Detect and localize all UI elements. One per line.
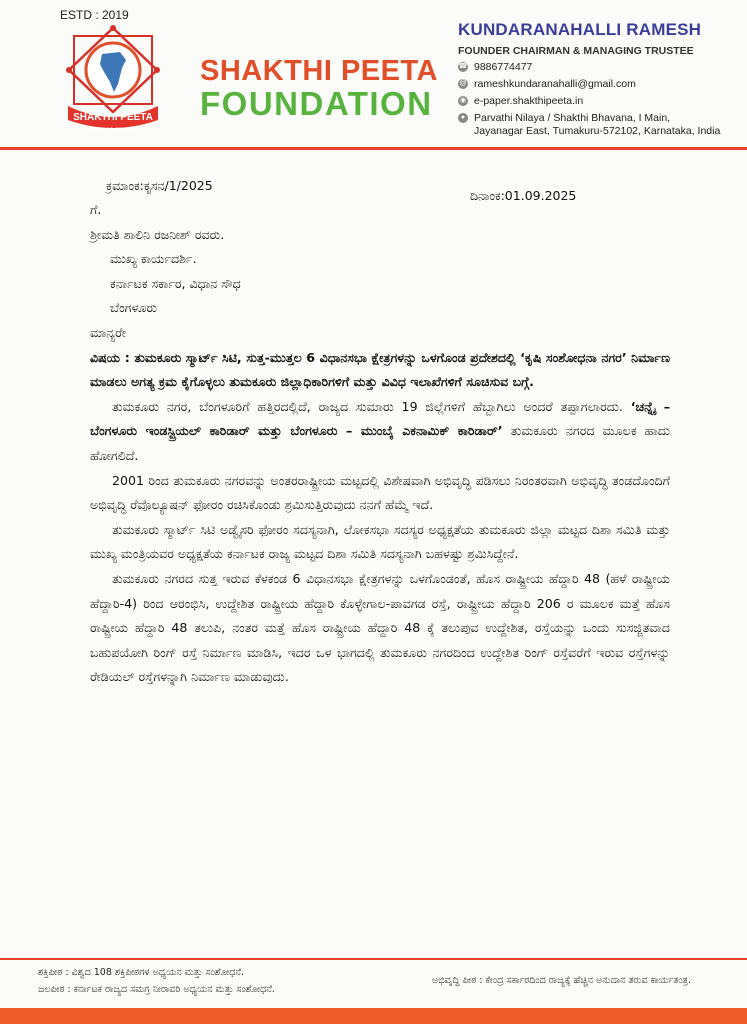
recipient-designation: ಮುಖ್ಯ ಕಾರ್ಯದರ್ಶಿ. <box>110 251 197 267</box>
footer-shakthipeeta: ಶಕ್ತಿಪೀಠ : ವಿಶ್ವದ 108 ಶಕ್ತಿಪೀಠಗಳ ಅಧ್ಯಯನ ಮತ್ತು ಸಂಶೋಧನೆ. <box>38 967 245 978</box>
logo-text: SHAKTHI PEETA <box>73 112 153 123</box>
footer <box>0 964 747 1004</box>
header-divider <box>0 147 747 150</box>
paragraph-1-corridors: ‘ಚನ್ನೈ – ಬೆಂಗಳೂರು ಇಂಡಸ್ಟ್ರಿಯಲ್ ಕಾರಿಡಾರ್ ಮತ್ತು ಬೆಂಗಳೂರು – ಮುಂಬೈ ಎಕನಾಮಿಕ್ ಕಾರಿಡಾರ್’ <box>90 398 670 439</box>
paragraph-1-text-c: ತುಮಕೂರು ನಗರದ ಮೂಲಕ ಹಾದು ಹೋಗಲಿದೆ. <box>90 423 670 463</box>
email-icon: @ <box>459 80 467 87</box>
logo-sub: Estd : 16.08.2019 <box>89 128 137 134</box>
salutation: ಮಾನ್ಯರೇ <box>90 324 126 340</box>
letter-body <box>90 198 670 690</box>
contact-phone: 9886774477 <box>474 61 533 73</box>
recipient-office: ಕರ್ನಾಟಕ ಸರ್ಕಾರ, ವಿಧಾನ ಸೌಧ <box>110 275 241 291</box>
letter-subject: ವಿಷಯ : ತುಮಕೂರು ಸ್ಮಾರ್ಟ್ ಸಿಟಿ, ಸುತ್ತ-ಮುತ್ತಲ 6 ವಿಧಾನಸಭಾ ಕ್ಷೇತ್ರಗಳನ್ನು ಒಳಗೊಂಡ ಪ್ರದೇಶದಲ್ಲಿ ‘ಕೃಷಿ ಸಂಶೋಧನಾ ನಗರ’ ನಿರ್ಮಾಣ ಮಾಡಲು ಅಗತ್ಯ ಕ್ರಮ ಕೈಗೊಳ್ಳಲು ತುಮಕೂರು ಜಿಲ್ಲಾಧಿಕಾರಿಗಳಿಗೆ ಮತ್ತು ವಿವಿಧ ಇಲಾಖೆಗಳಿಗೆ ಸೂಚಿಸುವ ಬಗ್ಗೆ. <box>90 349 670 390</box>
paragraph-2: 2001 ರಿಂದ ತುಮಕೂರು ನಗರವನ್ನು ಅಂತರರಾಷ್ಟ್ರೀಯ ಮಟ್ಟದಲ್ಲಿ ವಿಶೇಷವಾಗಿ ಅಭಿವೃದ್ಧಿ ಪಡಿಸಲು ನಿರಂತರವಾಗಿ ಅಭಿವೃದ್ಧಿ ತಂಡದೊಂದಿಗೆ ಅಭಿವೃದ್ಧಿ ರೆವೊಲ್ಯೂಷನ್ ಫೋರಂ ರಚಿಸಿಕೊಂಡು ಶ್ರಮಿಸುತ್ತಿರುವುದು ನನಗೆ ಹೆಮ್ಮೆ ಇದೆ. <box>90 472 670 513</box>
location-icon: ● <box>458 113 468 123</box>
contact-web: e-paper.shakthipeeta.in <box>474 95 584 107</box>
contact-email: rameshkundaranahalli@gmail.com <box>474 78 636 90</box>
logo-emblem-icon <box>62 24 164 136</box>
letter-to: ಗೆ. <box>90 202 102 217</box>
contact-block <box>458 20 738 138</box>
address-line1: Parvathi Nilaya / Shakthi Bhavana, I Main, <box>474 112 671 124</box>
foundation-name-line1: SHAKTHI PEETA <box>200 55 438 87</box>
letter-date: ದಿನಾಂಕ:01.09.2025 <box>470 188 577 203</box>
paragraph-4: ತುಮಕೂರು ನಗರದ ಸುತ್ತ ಇರುವ ಕೆಳಕಂಡ 6 ವಿಧಾನಸಭಾ ಕ್ಷೇತ್ರಗಳನ್ನು ಒಳಗೊಂಡಂತೆ, ಹೊಸ ರಾಷ್ಟ್ರೀಯ ಹೆದ್ದಾರಿ 48 (ಹಳೆ ರಾಷ್ಟ್ರೀಯ ಹೆದ್ದಾರಿ-4) ರಿಂದ ಆರಂಭಿಸಿ, ಉದ್ದೇಶಿತ ರಾಷ್ಟ್ರೀಯ ಹೆದ್ದಾರಿ ಕೊಳ್ಳೇಗಾಲ-ಪಾವಗಡ ರಸ್ತೆ, ರಾಷ್ಟ್ರೀಯ ಹೆದ್ದಾರಿ 206 ರ ಮೂಲಕ ಮತ್ತೆ ಹೊಸ ರಾಷ್ಟ್ರೀಯ ಹೆದ್ದಾರಿ 48 ತಲುಪಿ, ನಂತರ ಮತ್ತೆ ಹೊಸ ರಾಷ್ಟ್ರೀಯ ಹೆದ್ದಾರಿ 48 ಕ್ಕೆ ತಲುಪುವ ಉದ್ದೇಶಿತ, ರಸ್ತೆಯನ್ನು ಒಂದು ಸುಸಜ್ಜಿತವಾದ ಬಹುಪಯೋಗಿ ರಿಂಗ್ ರಸ್ತೆ ನಿರ್ಮಾಣ ಮಾಡಿಸಿ, ಇದರ ಒಳ ಭಾಗದಲ್ಲಿ ತುಮಕೂರು ನಗರದಿಂದ ಉದ್ದೇಶಿತ ರಿಂಗ್ ರಸ್ತೆವರೆಗೆ ಇರುವ ರಸ್ತೆಗಳನ್ನು ರೇಡಿಯಲ್ ರಸ್ತೆಗಳನ್ನಾಗಿ ನಿರ್ಮಾಣ ಮಾಡುವುದು. <box>90 570 670 685</box>
foundation-name-line2: FOUNDATION <box>200 85 433 122</box>
contact-title: FOUNDER CHAIRMAN & MANAGING TRUSTEE <box>458 45 694 57</box>
phone-icon: ☎ <box>458 63 468 70</box>
foundation-name <box>200 56 438 122</box>
address-line2: Jayanagar East, Tumakuru-572102, Karnataka, India <box>474 125 721 137</box>
paragraph-1-text-a: ತುಮಕೂರು ನಗರ, ಬೆಂಗಳೂರಿಗೆ ಹತ್ತಿರದಲ್ಲಿದೆ, ರಾಜ್ಯದ ಸುಮಾರು 19 ಜಿಲ್ಲೆಗಳಿಗೆ ಹೆಬ್ಬಾಗಿಲು ಅಂದರೆ ತಪ್ಪಾಗಲಾರದು. <box>112 398 631 414</box>
shakthi-peeta-logo <box>62 24 164 136</box>
estd-label: ESTD : 2019 <box>60 8 129 22</box>
footer-abhivruddhi-peeta: ಅಭಿವೃದ್ಧಿ ಪೀಠ : ಕೇಂದ್ರ ಸರ್ಕಾರದಿಂದ ರಾಜ್ಯಕ್ಕೆ ಹೆಚ್ಚಿನ ಅನುದಾನ ತರುವ ಕಾರ್ಯತಂತ್ರ. <box>432 975 691 986</box>
footer-jalapeeta: ಜಲಪೀಠ : ಕರ್ನಾಟಕ ರಾಜ್ಯದ ಸಮಗ್ರ ನೀರಾವರಿ ಅಧ್ಯಯನ ಮತ್ತು ಸಂಶೋಧನೆ. <box>38 984 275 995</box>
recipient-name: ಶ್ರೀಮತಿ ಶಾಲಿನಿ ರಜನೀಶ್ ರವರು. <box>90 226 225 242</box>
paragraph-3: ತುಮಕೂರು ಸ್ಮಾರ್ಟ್ ಸಿಟಿ ಅಡ್ವೈಸರಿ ಫೋರಂ ಸದಸ್ಯನಾಗಿ, ಲೋಕಸಭಾ ಸದಸ್ಯರ ಅಧ್ಯಕ್ಷತೆಯ ತುಮಕೂರು ಜಿಲ್ಲಾ ಮಟ್ಟದ ದಿಶಾ ಸಮಿತಿ ಮತ್ತು ಮುಖ್ಯ ಮಂತ್ರಿಯವರ ಅಧ್ಯಕ್ಷತೆಯ ಕರ್ನಾಟಕ ರಾಜ್ಯ ಮಟ್ಟದ ದಿಶಾ ಸಮಿತಿ ಸದಸ್ಯನಾಗಿ ಬಹಳಷ್ಟು ಶ್ರಮಿಸಿದ್ದೇನೆ. <box>90 521 670 562</box>
recipient-city: ಬೆಂಗಳೂರು <box>110 300 158 316</box>
letter-reference: ಕ್ರಮಾಂಕ:ಕೃಸನ/1/2025 <box>106 178 213 193</box>
paragraph-1 <box>90 395 670 469</box>
footer-divider <box>0 958 747 960</box>
contact-name: KUNDARANAHALLI RAMESH <box>458 20 702 39</box>
web-icon: ◉ <box>459 97 467 104</box>
footer-color-bar <box>0 1008 747 1024</box>
